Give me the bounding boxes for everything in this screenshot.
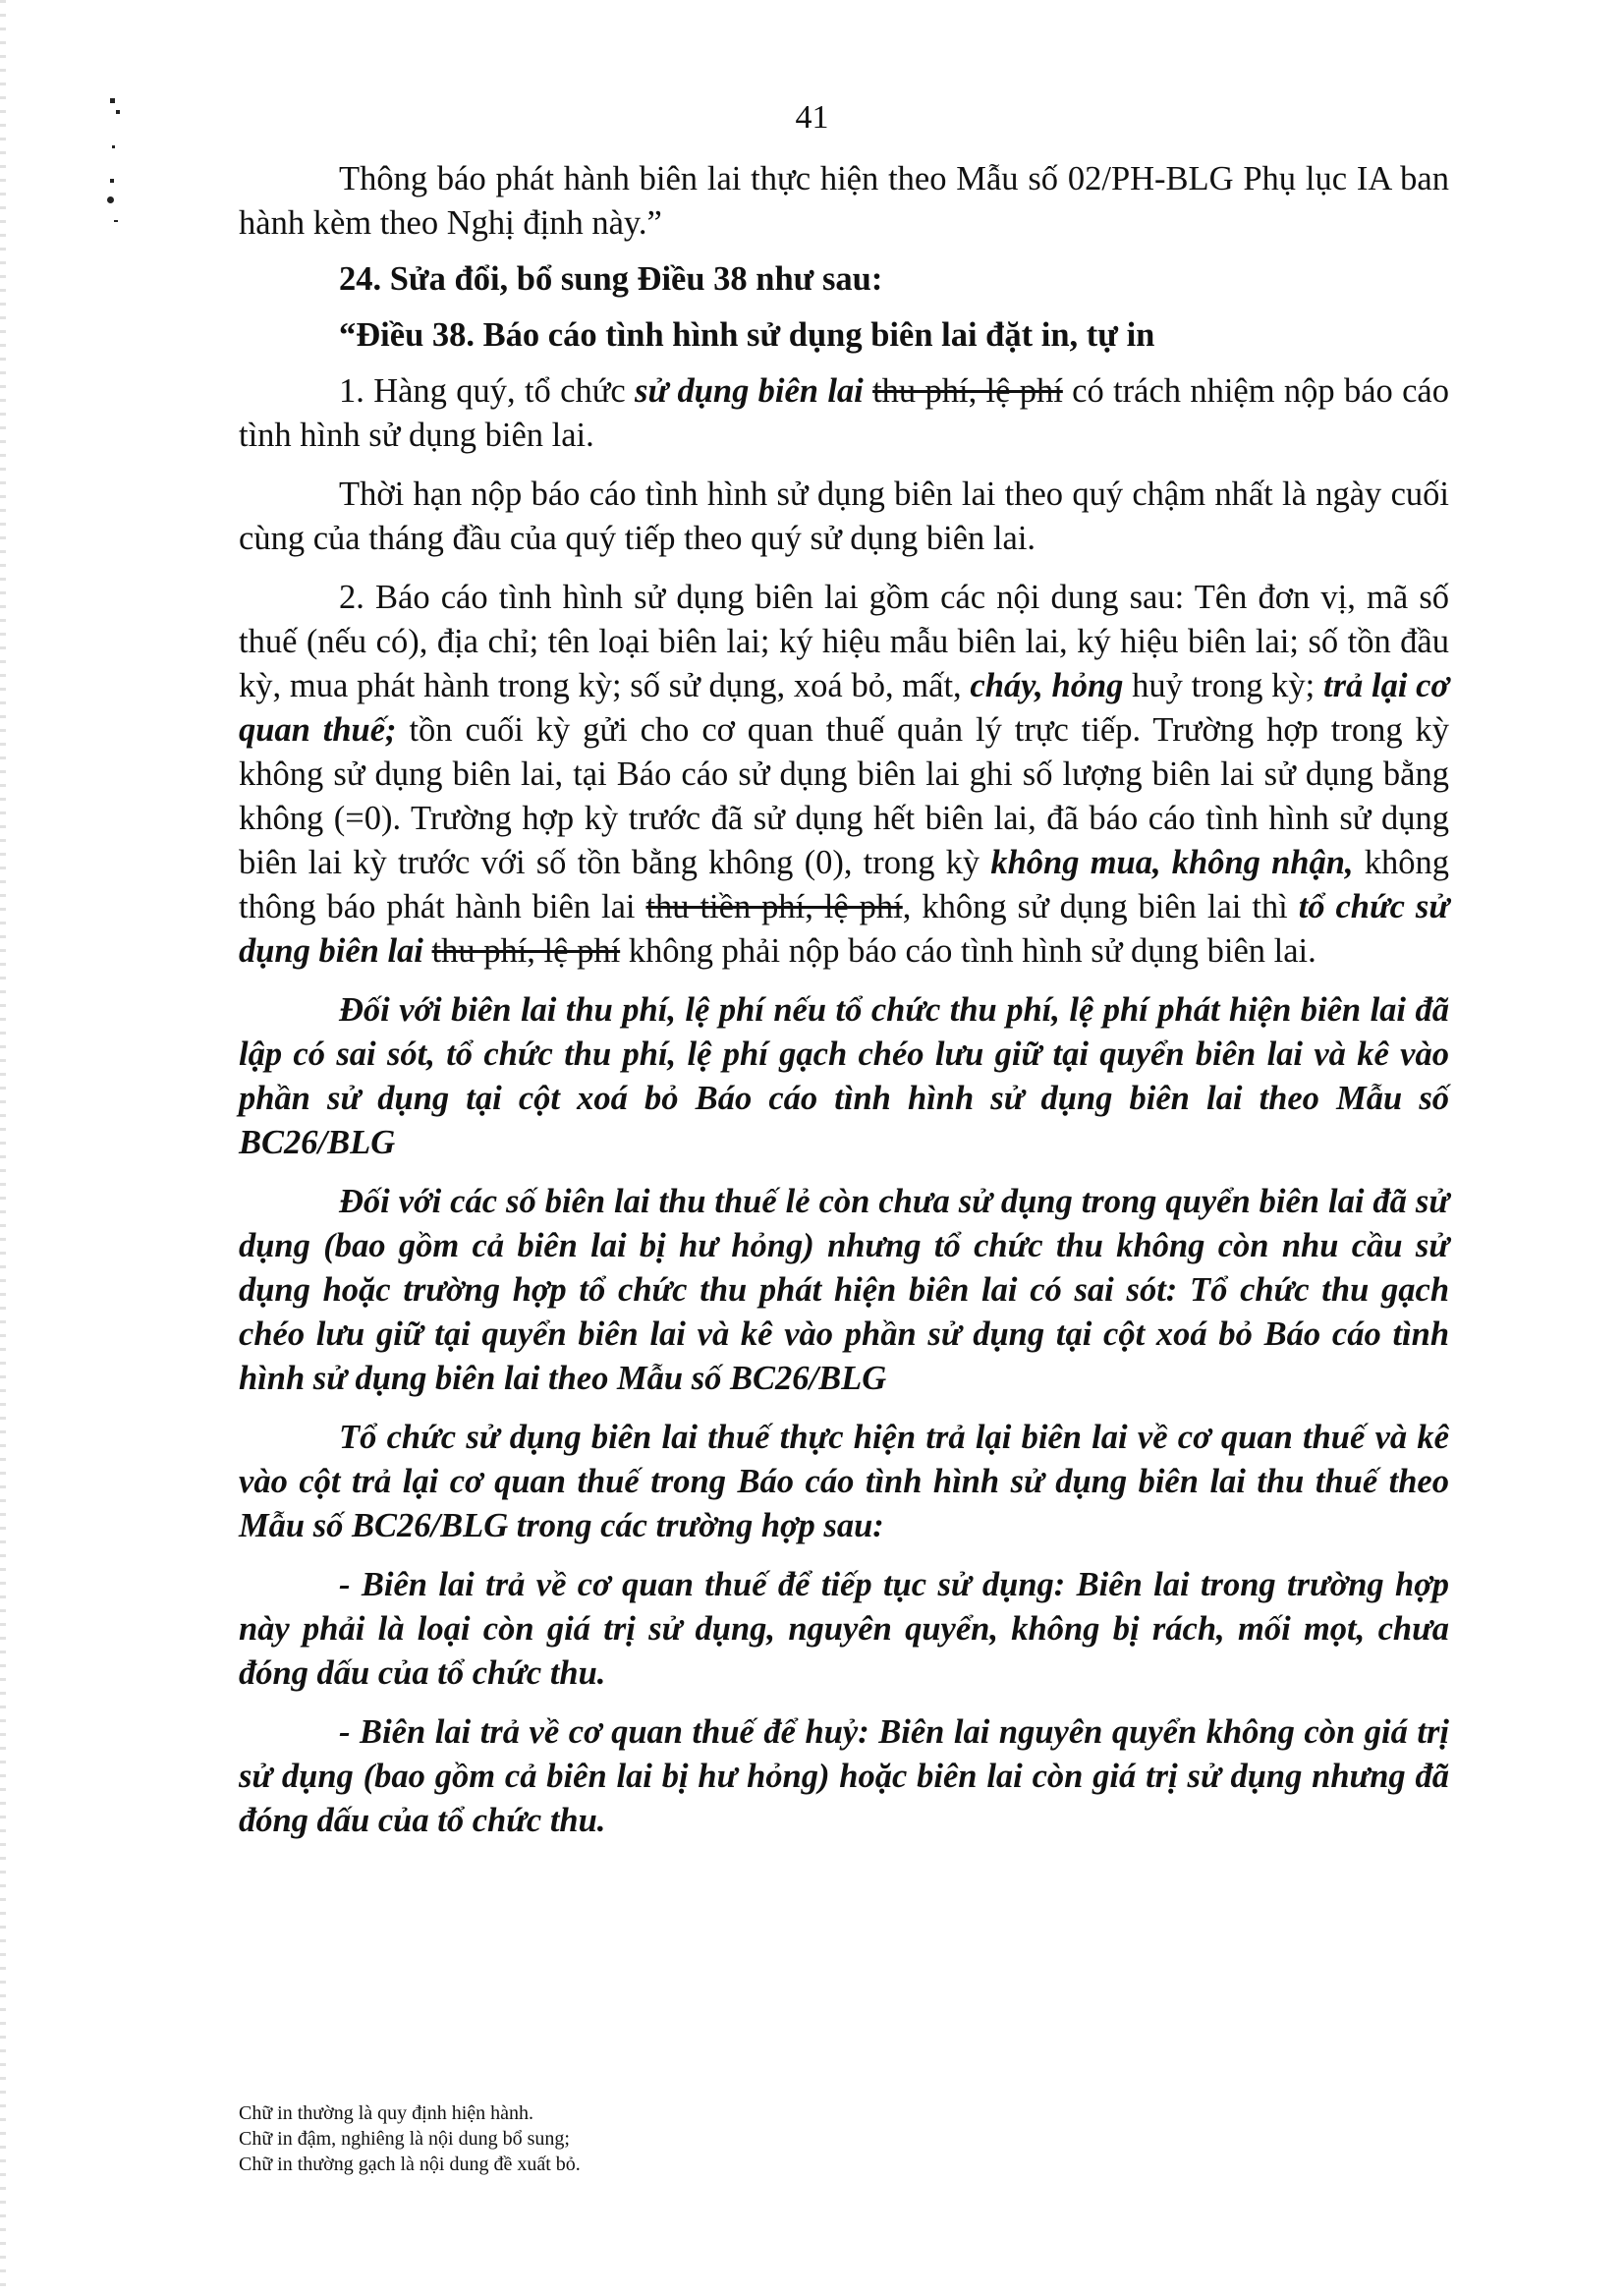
added-text: trả lại cơ quan thuế; (239, 667, 1449, 749)
text-run: có trách nhiệm nộp báo cáo tình hình sử dụng biên lai. (239, 372, 1449, 454)
footnotes (239, 2100, 1123, 2177)
section-heading-amendment: 24. Sửa đổi, bổ sung Điều 38 như sau: (339, 260, 883, 298)
text-run: 1. Hàng quý, tổ chức (339, 372, 636, 410)
text-run: không phải nộp báo cáo tình hình sử dụng biên lai. (620, 932, 1316, 970)
text-run: 2. Báo cáo tình hình sử dụng biên lai gồm các nội dung sau: Tên đơn vị, mã số thuế (nếu có), địa chỉ; tên loại biên lai; ký hiệu mẫu biên lai, ký hiệu biên lai; số tồn đầu kỳ, mua phát hành trong kỳ; số sử dụng, xoá bỏ, mất, (239, 579, 1449, 704)
footnote-strikethrough: Chữ in thường gạch là nội dung đề xuất bỏ. (239, 2154, 581, 2175)
added-text: sử dụng biên lai (635, 372, 864, 410)
scan-edge-artifact (0, 0, 6, 2294)
footnote-regular: Chữ in thường là quy định hiện hành. (239, 2102, 534, 2124)
paragraph-return-for-reuse: - Biên lai trả về cơ quan thuế để tiếp tục sử dụng: Biên lai trong trường hợp này phải là loại còn giá trị sử dụng, nguyên quyển, không bị rách, mối mọt, chưa đóng dấu của tổ chức thu. (239, 1566, 1449, 1692)
paragraph-fee-receipt-errors: Đối với biên lai thu phí, lệ phí nếu tổ chức thu phí, lệ phí phát hiện biên lai đã lập có sai sót, tổ chức thu phí, lệ phí gạch chéo lưu giữ tại quyển biên lai và kê vào phần sử dụng tại cột xoá bỏ Báo cáo tình hình sử dụng biên lai theo Mẫu số BC26/BLG (239, 991, 1449, 1161)
struck-text: thu phí, lệ phí (431, 932, 621, 970)
paragraph-unused-tax-receipts: Đối với các số biên lai thu thuế lẻ còn chưa sử dụng trong quyển biên lai đã sử dụng (bao gồm cả biên lai bị hư hỏng) nhưng tổ chức thu không còn nhu cầu sử dụng hoặc trường hợp tổ chức thu phát hiện biên lai có sai sót: Tổ chức thu gạch chéo lưu giữ tại quyển biên lai và kê vào phần sử dụng tại cột xoá bỏ Báo cáo tình hình sử dụng biên lai theo Mẫu số BC26/BLG (239, 1183, 1449, 1397)
paragraph-deadline: Thời hạn nộp báo cáo tình hình sử dụng biên lai theo quý chậm nhất là ngày cuối cùng của tháng đầu của quý tiếp theo quý sử dụng biên lai. (239, 476, 1449, 557)
document-body (239, 157, 1449, 1858)
struck-text: thu phí, lệ phí (872, 372, 1063, 410)
paragraph-clause-2 (239, 576, 1449, 974)
page-number: 41 (795, 99, 829, 136)
text-run: , không sử dụng biên lai thì (902, 888, 1299, 925)
paragraph-return-for-cancel: - Biên lai trả về cơ quan thuế để huỷ: Biên lai nguyên quyển không còn giá trị sử dụng (bao gồm cả biên lai bị hư hỏng) hoặc biên lai còn giá trị sử dụng nhưng đã đóng dấu của tổ chức thu. (239, 1713, 1449, 1839)
paragraph-return-receipts: Tổ chức sử dụng biên lai thuế thực hiện trả lại biên lai về cơ quan thuế và kê vào cột trả lại cơ quan thuế trong Báo cáo tình hình sử dụng biên lai thu thuế theo Mẫu số BC26/BLG trong các trường hợp sau: (239, 1419, 1449, 1544)
added-text: tổ chức sử dụng biên lai (239, 888, 1449, 970)
text-run: huỷ trong kỳ; (1123, 667, 1323, 704)
article-38-heading: “Điều 38. Báo cáo tình hình sử dụng biên lai đặt in, tự in (339, 316, 1155, 354)
footnote-bold-italic: Chữ in đậm, nghiêng là nội dung bổ sung; (239, 2128, 570, 2150)
added-text: không mua, không nhận, (990, 844, 1354, 881)
added-text: cháy, hỏng (970, 667, 1124, 704)
text-run (864, 372, 872, 410)
text-run (423, 932, 432, 970)
struck-text: thu tiền phí, lệ phí (645, 888, 903, 925)
paragraph-clause-1 (239, 369, 1449, 458)
text-run: không thông báo phát hành biên lai (239, 844, 1449, 925)
paragraph-notice: Thông báo phát hành biên lai thực hiện theo Mẫu số 02/PH-BLG Phụ lục IA ban hành kèm theo Nghị định này.” (239, 160, 1449, 242)
text-run: tồn cuối kỳ gửi cho cơ quan thuế quản lý trực tiếp. Trường hợp trong kỳ không sử dụng biên lai, tại Báo cáo sử dụng biên lai ghi số lượng biên lai sử dụng bằng không (=0). Trường hợp kỳ trước đã sử dụng hết biên lai, đã báo cáo tình hình sử dụng biên lai kỳ trước với số tồn bằng không (0), trong kỳ (239, 711, 1449, 881)
